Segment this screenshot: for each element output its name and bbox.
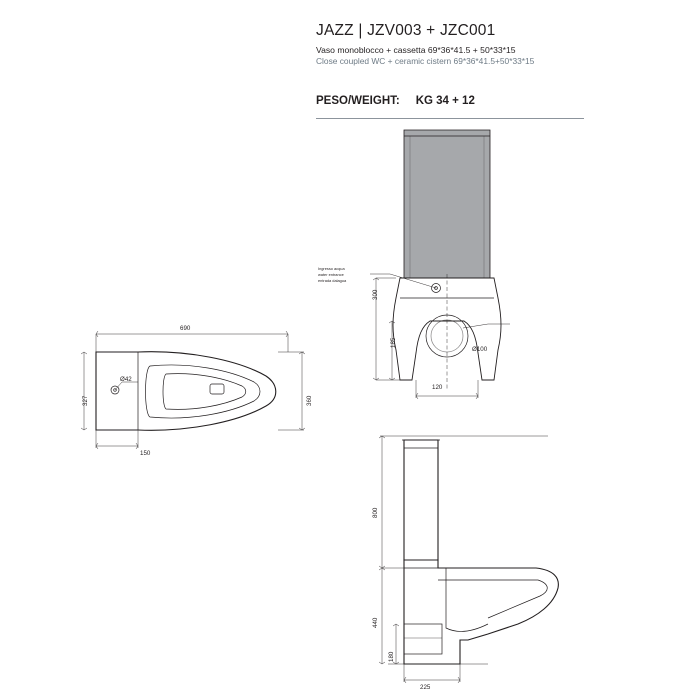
subtitle-italian: Vaso monoblocco + cassetta 69*36*41.5 + 50*33*15 [316,45,516,55]
subtitle-english: Close coupled WC + ceramic cistern 69*36*41.5+50*33*15 [316,56,535,66]
side-dim-180: 180 [388,651,395,662]
header-divider [316,118,584,119]
water-inlet-note-pt: entrada dalagua [318,278,347,283]
top-dim-hole-42: Ø42 [120,376,132,383]
water-inlet-note-it: Ingresso acqua [318,266,345,271]
weight-row [316,95,586,107]
top-view-drawing [78,316,323,466]
side-dim-800: 800 [372,507,379,518]
header-block [316,22,684,66]
weight-label: PESO/WEIGHT: [316,95,400,107]
top-dim-360: 360 [306,395,313,406]
weight-value: KG 34 + 12 [415,95,475,107]
top-dim-327: 327 [82,395,89,406]
front-dim-185: 185 [390,337,397,348]
water-inlet-note-en: water entrance [318,272,344,277]
side-view-drawing [368,428,628,690]
side-dim-225: 225 [420,684,431,691]
top-dim-150: 150 [140,450,151,457]
front-dim-outlet-100: Ø100 [472,346,488,353]
page-title: JAZZ | JZV003 + JZC001 [316,22,496,39]
front-view-drawing [370,128,550,408]
front-dim-120: 120 [432,384,443,391]
front-dim-300: 300 [372,289,379,300]
top-dim-690: 690 [180,325,191,332]
side-dim-440: 440 [372,617,379,628]
